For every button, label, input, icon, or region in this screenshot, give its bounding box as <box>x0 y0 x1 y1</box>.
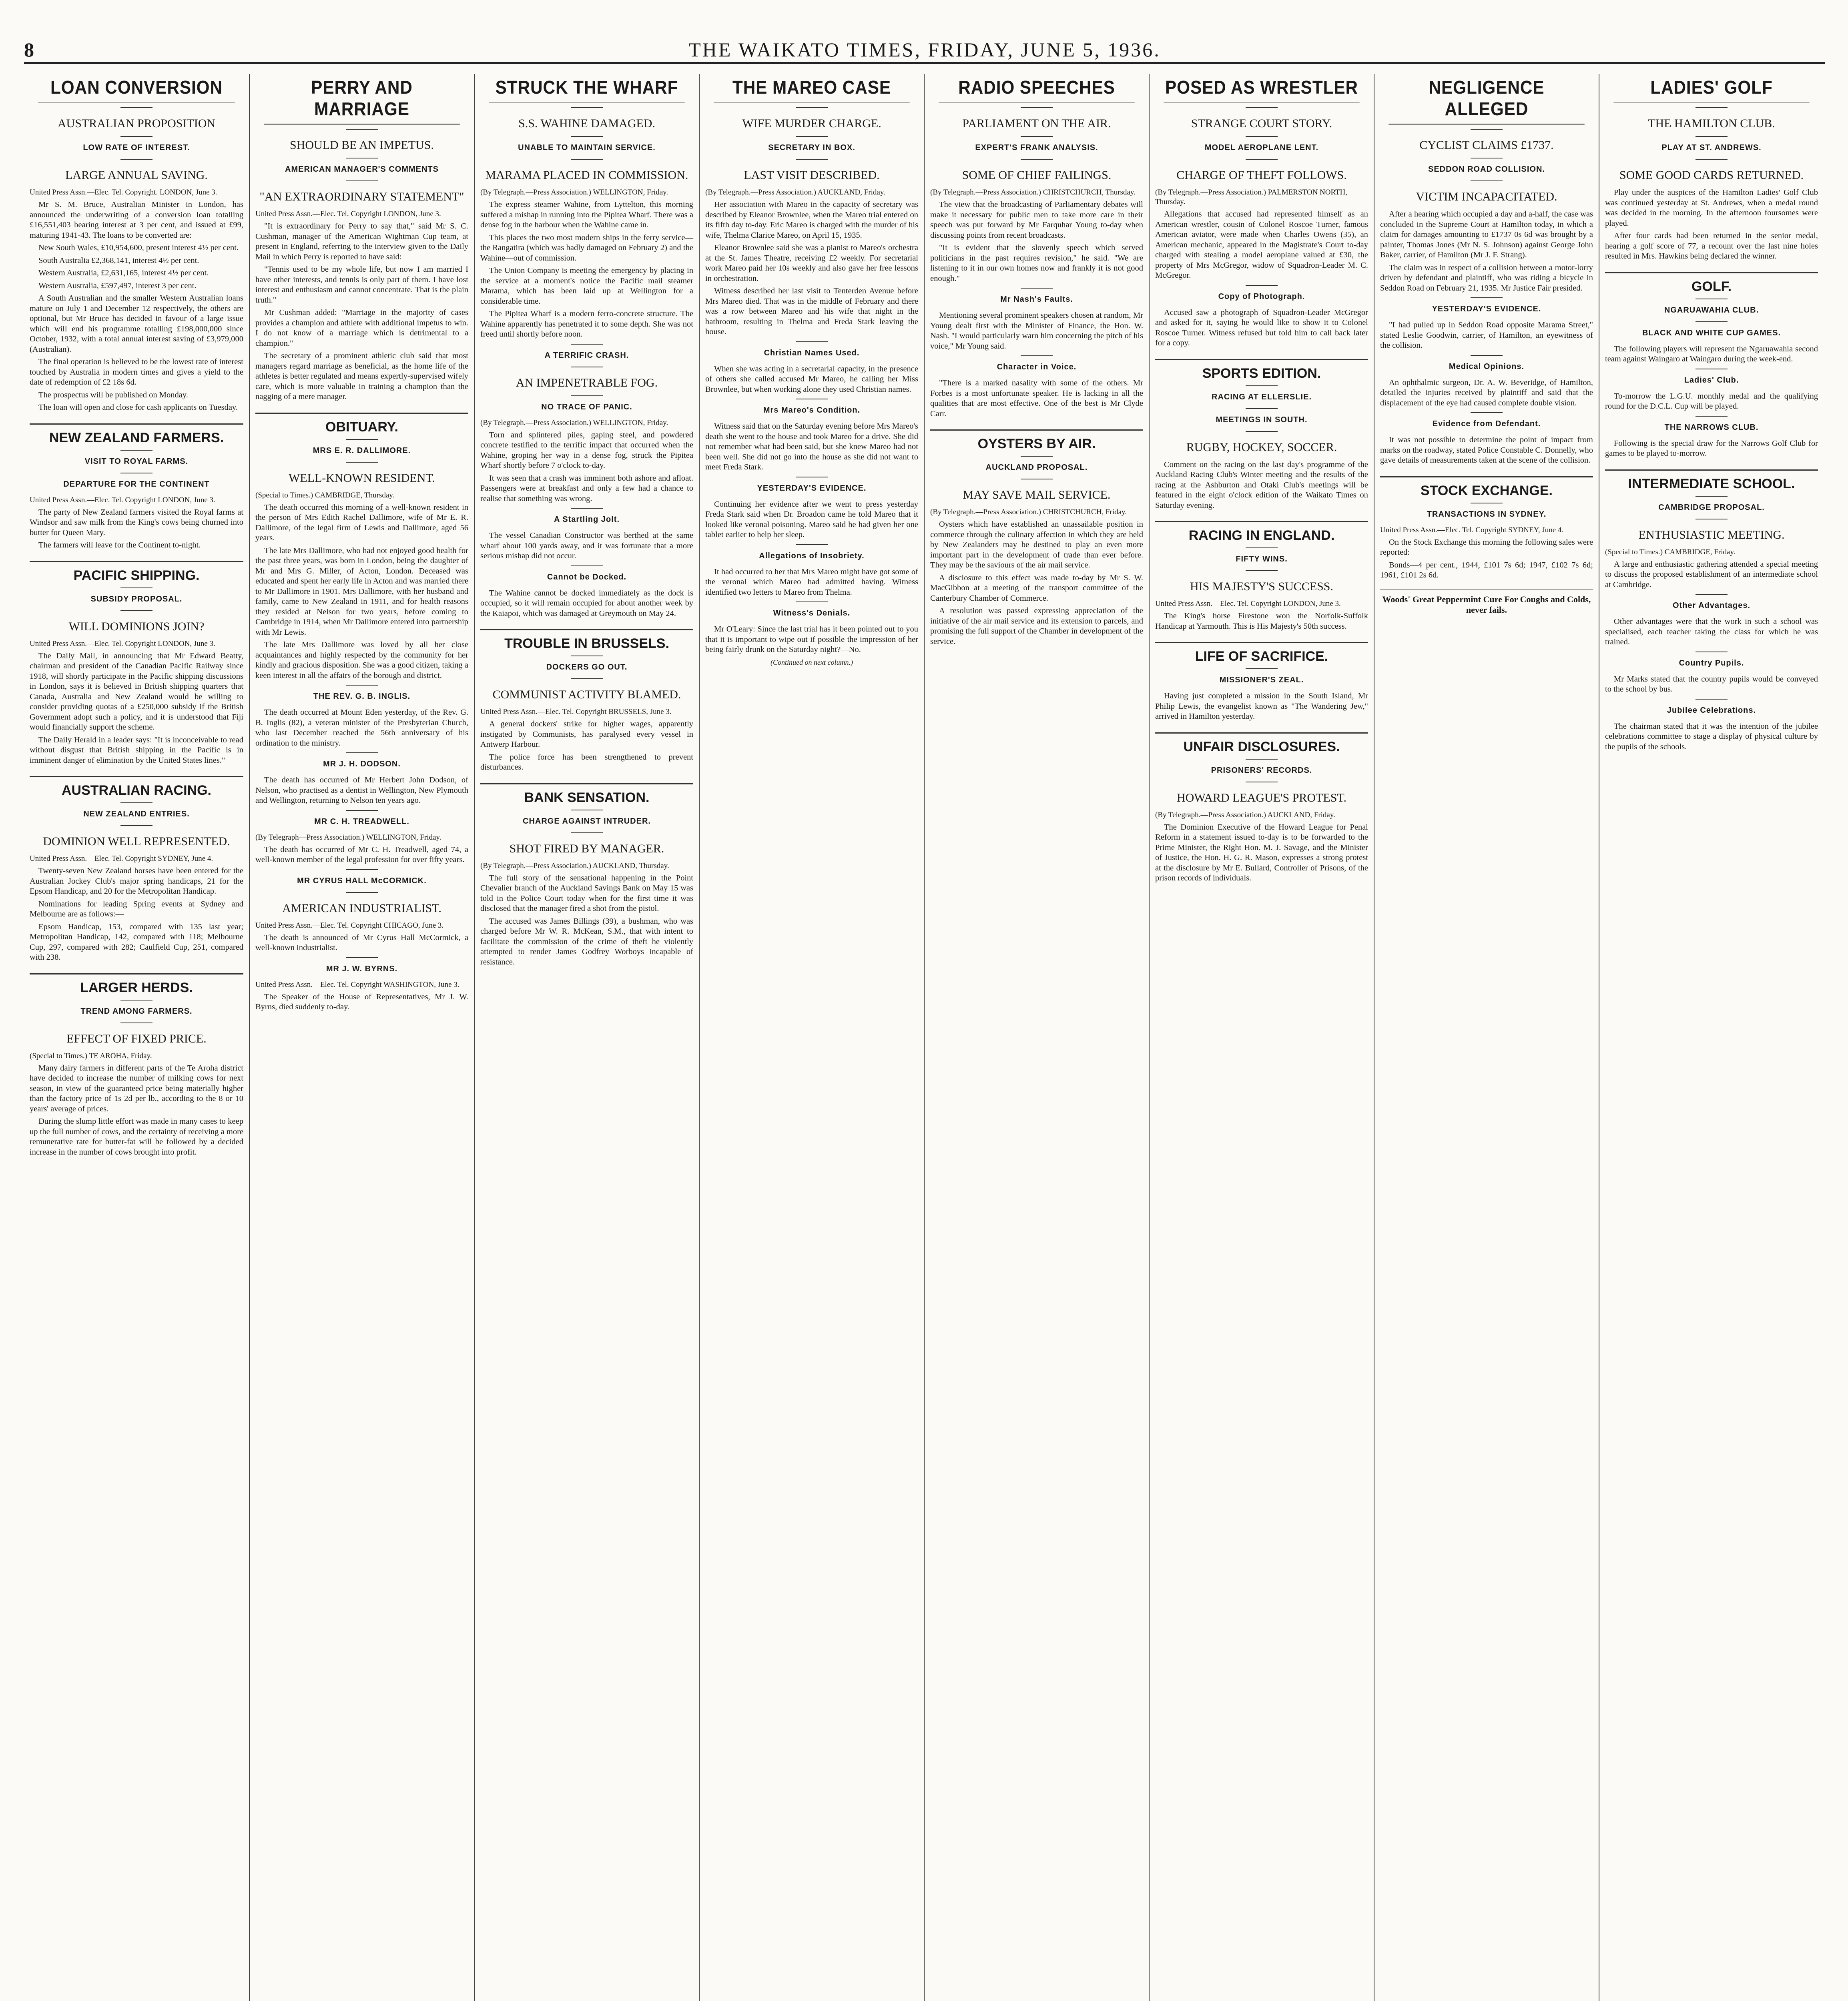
dateline: United Press Assn.—Elec. Tel. Copyright WASHINGTON, June 3. <box>255 980 459 989</box>
dateline: United Press Assn.—Elec. Tel. Copyright LONDON, June 3. <box>30 495 215 504</box>
column-heading: LOAN CONVERSION <box>38 76 235 103</box>
kicker-line: MODEL AEROPLANE LENT. <box>1204 143 1319 152</box>
divider-rule <box>1021 107 1053 108</box>
subheading: AN IMPENETRABLE FOG. <box>516 376 658 389</box>
kicker-line: MR J. H. DODSON. <box>323 760 401 768</box>
divider-rule <box>346 892 378 893</box>
divider-rule <box>346 752 378 753</box>
divider-rule <box>796 341 828 342</box>
divider-rule <box>1246 385 1278 386</box>
kicker-line: NEW ZEALAND ENTRIES. <box>83 810 190 818</box>
section-heading: BANK SENSATION. <box>480 783 693 806</box>
body-paragraph: The Pipitea Wharf is a modern ferro-concrete structure. The Wahine apparently has penetrated it to some depth. She was not freed until shortly before noon. <box>480 309 693 339</box>
divider-rule <box>1696 136 1728 137</box>
body-paragraph: Oysters which have established an unassailable position in commerce through the culinary affection in which they are held by New Zealanders may be destined to play an even more important part in the development of trade than ever before. They may be the saviours of the air mail service. <box>930 520 1143 569</box>
subheading: SHOULD BE AN IMPETUS. <box>289 138 434 152</box>
divider-rule <box>346 810 378 811</box>
kicker-line: Ladies' Club. <box>1684 375 1739 385</box>
subheading: AMERICAN INDUSTRIALIST. <box>282 901 441 915</box>
dateline: (Special to Times.) TE AROHA, Friday. <box>30 1051 152 1060</box>
divider-rule <box>120 450 152 451</box>
subheading: VICTIM INCAPACITATED. <box>1416 190 1557 203</box>
column-heading: RADIO SPEECHES <box>939 76 1134 103</box>
subheading: ENTHUSIASTIC MEETING. <box>1638 528 1785 541</box>
dateline: United Press Assn.—Elec. Tel. Copyright LONDON, June 3. <box>255 210 441 218</box>
subheading: WILL DOMINIONS JOIN? <box>68 620 205 633</box>
dateline: (Special to Times.) CAMBRIDGE, Friday. <box>1605 547 1736 556</box>
body-paragraph: The final operation is believed to be the lowest rate of interest touched by Australia in modern times and gives a yield to the date of redemption of £2 18s 6d. <box>30 357 243 387</box>
body-paragraph: Torn and splintered piles, gaping steel, and powdered concrete testified to the terrific impact that occurred when the Wahine, groping her way in a dense fog, struck the Pipitea Wharf shortly before 7 o'clock to-day. <box>480 430 693 470</box>
body-paragraph: The chairman stated that it was the intention of the jubilee celebrations committee to stage a display of physical culture by the pupils of the schools. <box>1605 722 1818 751</box>
kicker-line: VISIT TO ROYAL FARMS. <box>84 457 189 466</box>
body-paragraph: The Wahine cannot be docked immediately as the dock is occupied, so it will remain occupied for about another week by the Kaiapoi, which was damaged at Greymouth on May 24. <box>480 588 693 618</box>
subheading: CHARGE OF THEFT FOLLOWS. <box>1176 168 1347 182</box>
kicker-line: Mr Nash's Faults. <box>1000 295 1073 304</box>
divider-rule <box>571 832 603 833</box>
dateline: (By Telegraph.—Press Association.) AUCKLAND, Friday. <box>705 188 885 196</box>
body-paragraph: The Daily Herald in a leader says: "It is inconceivable to read without disgust that British shipping in the Pacific is in imminent danger of elimination by the United States lines." <box>30 735 243 765</box>
divider-rule <box>120 825 152 826</box>
kicker-line: Witness's Denials. <box>773 609 851 618</box>
kicker-line: MEETINGS IN SOUTH. <box>1216 415 1308 424</box>
divider-rule <box>796 107 828 108</box>
section-heading: STOCK EXCHANGE. <box>1380 476 1593 499</box>
kicker-line: Christian Names Used. <box>764 348 860 357</box>
subheading: THE HAMILTON CLUB. <box>1648 117 1775 130</box>
divider-rule <box>1246 668 1278 669</box>
advertisement-text: Woods' Great Peppermint Cure For Coughs and Colds, never fails. <box>1380 589 1593 615</box>
divider-rule <box>1246 431 1278 432</box>
body-paragraph: The Dominion Executive of the Howard League for Penal Reform in a statement issued to-day is to be forwarded to the Prime Minister, the Right Hon. M. J. Savage, and the Minister of Justice, the Hon. H. G. R. Mason, expresses a strong protest at the disclosure by Mr E. Bullard, Controller of Prisons, of the prison records of individuals. <box>1155 822 1368 882</box>
body-paragraph: "There is a marked nasality with some of the others. Mr Forbes is a most unfortunate speaker. He is lacking in all the qualities that are most effective. One of the best is Mr Clyde Carr. <box>930 379 1143 418</box>
body-paragraph: Eleanor Brownlee said she was a pianist to Mareo's orchestra at the St. James Theatre, receiving £2 weekly. For secretarial work Mareo paid her 10s weekly and also gave her free lessons in orchestration. <box>705 243 918 283</box>
divider-rule <box>571 508 603 509</box>
column-4 <box>699 74 924 2001</box>
divider-rule <box>1246 107 1278 108</box>
divider-rule <box>346 685 378 686</box>
divider-rule <box>1021 355 1053 356</box>
column-3 <box>474 74 699 2001</box>
body-paragraph: Mr S. M. Bruce, Australian Minister in London, has announced the underwriting of a conversion loan totalling £16,551,403 bearing interest at 3 per cent, and issued at £99, maturing 1941-43. The loans to be converted are:— <box>30 200 243 240</box>
body-paragraph: The claim was in respect of a collision between a motor-lorry driven by defendant and plaintiff, who was riding a bicycle in Seddon Road on February 21, 1935. Mr Justice Fair presided. <box>1380 263 1593 293</box>
body-paragraph: During the slump little effort was made in many cases to keep up the full number of cows, and the certainty of receiving a more remunerative rate for butter-fat will be followed by a decided increase in the number of cows brought into profit. <box>30 1117 243 1157</box>
section-heading: RACING IN ENGLAND. <box>1155 521 1368 543</box>
masthead <box>24 38 1825 64</box>
body-paragraph: The death occurred at Mount Eden yesterday, of the Rev. G. B. Inglis (82), a veteran minister of the Presbyterian Church, who last December reached the 56th anniversary of his ordination to the ministry. <box>255 708 468 748</box>
kicker-line: Evidence from Defendant. <box>1432 419 1541 428</box>
divider-rule <box>1471 180 1503 181</box>
body-paragraph: Mentioning several prominent speakers chosen at random, Mr Young dealt first with the Minister of Finance, the Hon. W. Nash. "I would particularly warn him concerning the pitch of his voice," Mr Young said. <box>930 311 1143 351</box>
body-paragraph: The Daily Mail, in announcing that Mr Edward Beatty, chairman and president of the Canadian Pacific Railway since 1918, will shortly participate in the Pacific shipping discussions in London, says it is believed in British shipping quarters that Canada, Australia and New Zealand would be willing to consider providing quotas of a £250,000 subsidy if the British Government adopt such a policy, and it is understood that Fiji would financially support the scheme. <box>30 651 243 732</box>
section-heading: AUSTRALIAN RACING. <box>30 776 243 798</box>
divider-rule <box>796 159 828 160</box>
body-paragraph: A disclosure to this effect was made to-day by Mr S. W. MacGibbon at a meeting of the transport committee of the Canterbury Chamber of Commerce. <box>930 573 1143 603</box>
kicker-line: THE NARROWS CLUB. <box>1664 423 1759 432</box>
subheading: DOMINION WELL REPRESENTED. <box>43 835 230 848</box>
body-paragraph: Witness described her last visit to Tenterden Avenue before Mrs Mareo died. That was in the middle of February and there was a row between Mareo and his wife that night in the bathroom, resulting in Thelma and Freda Stark leaving the house. <box>705 287 918 336</box>
section-heading: OYSTERS BY AIR. <box>930 429 1143 452</box>
body-paragraph: The full story of the sensational happening in the Point Chevalier branch of the Auckland Savings Bank on May 15 was told in the Police Court today when for the first time it was disclosed that the manager fired a shot from the pistol. <box>480 873 693 913</box>
kicker-line: Mrs Mareo's Condition. <box>763 406 861 415</box>
column-6 <box>1149 74 1374 2001</box>
body-paragraph: Twenty-seven New Zealand horses have been entered for the Australian Jockey Club's major spring handicaps, 21 for the Epsom Handicap, and 20 for the Metropolitan Handicap. <box>30 866 243 896</box>
kicker-line: TREND AMONG FARMERS. <box>80 1007 193 1016</box>
divider-rule <box>1246 570 1278 571</box>
column-2 <box>249 74 474 2001</box>
divider-rule <box>571 159 603 160</box>
subheading: RUGBY, HOCKEY, SOCCER. <box>1186 440 1337 454</box>
body-paragraph: Western Australia, £597,497, interest 3 per cent. <box>38 281 197 290</box>
divider-rule <box>1021 288 1053 289</box>
body-paragraph: On the Stock Exchange this morning the following sales were reported: <box>1380 537 1593 557</box>
dateline: United Press Assn.—Elec. Tel. Copyright LONDON, June 3. <box>1155 599 1341 608</box>
kicker-line: FIFTY WINS. <box>1236 555 1288 563</box>
subheading: HIS MAJESTY'S SUCCESS. <box>1190 580 1333 593</box>
subheading: AUSTRALIAN PROPOSITION <box>57 117 216 130</box>
body-paragraph: South Australia £2,368,141, interest 4½ per cent. <box>38 256 199 265</box>
body-paragraph: The prospectus will be published on Monday. <box>38 390 188 399</box>
kicker-line: BLACK AND WHITE CUP GAMES. <box>1642 328 1781 337</box>
divider-rule <box>571 344 603 345</box>
column-7 <box>1374 74 1599 2001</box>
divider-rule <box>120 587 152 588</box>
body-paragraph: The party of New Zealand farmers visited the Royal farms at Windsor and saw milk from the King's cows being churned into butter for Queen Mary. <box>30 507 243 537</box>
column-8 <box>1599 74 1824 2001</box>
body-paragraph: The late Mrs Dallimore, who had not enjoyed good health for the past three years, was born in London, being the daughter of Mr and Mrs G. Miller, of Acton, London. Deceased was educated and spent her early life in Acton and was married there to Mr Dallimore in 1901. Mrs Dallimore, with her husband and family, came to New Zealand in 1911, and for health reasons they resided at Nelson for two years, before coming to Cambridge in 1914, when Mr Dallimore entered into partnership with Mr Lewis. <box>255 546 468 637</box>
subheading: STRANGE COURT STORY. <box>1191 117 1332 130</box>
body-paragraph: The death is announced of Mr Cyrus Hall McCormick, a well-known industrialist. <box>255 933 468 952</box>
body-paragraph: The loan will open and close for cash applicants on Tuesday. <box>38 403 238 412</box>
kicker-line: SECRETARY IN BOX. <box>768 143 855 152</box>
body-paragraph: Nominations for leading Spring events at Sydney and Melbourne are as follows:— <box>30 899 243 918</box>
divider-rule <box>1696 416 1728 417</box>
divider-rule <box>1471 412 1503 413</box>
kicker-line: EXPERT'S FRANK ANALYSIS. <box>975 143 1098 152</box>
kicker-line: NO TRACE OF PANIC. <box>541 402 632 411</box>
section-heading: UNFAIR DISCLOSURES. <box>1155 732 1368 755</box>
news-columns <box>24 74 1825 2001</box>
divider-rule <box>1471 129 1503 130</box>
section-heading: INTERMEDIATE SCHOOL. <box>1605 469 1818 492</box>
section-heading: PACIFIC SHIPPING. <box>30 561 243 583</box>
divider-rule <box>1246 285 1278 286</box>
divider-rule <box>1246 408 1278 409</box>
body-paragraph: The King's horse Firestone won the Norfolk-Suffolk Handicap at Yarmouth. This is His Majesty's 50th success. <box>1155 612 1368 631</box>
body-paragraph: Play under the auspices of the Hamilton Ladies' Golf Club was continued yesterday at St. Andrews, when a medal round was decided in the morning. In the afternoon foursomes were played. <box>1605 188 1818 228</box>
subheading: PARLIAMENT ON THE AIR. <box>962 117 1111 130</box>
subheading: SOME OF CHIEF FAILINGS. <box>962 168 1112 182</box>
body-paragraph: A South Australian and the smaller Western Australian loans mature on July 1 and December 12 respectively, the others are optional, but Mr Bruce has decided in favour of a large issue which will end his programme totalling £198,000,000 since October, 1932, with a total annual interest saving of £3,979,000 (Australian). <box>30 294 243 354</box>
kicker-line: A Startling Jolt. <box>554 515 620 524</box>
dateline: (By Telegraph—Press Association.) WELLINGTON, Friday. <box>255 833 441 842</box>
body-paragraph: Mr O'Leary: Since the last trial has it been pointed out to you that it is important to wipe out if possible the impression of her being fairly drunk on the Saturday night?—No. <box>705 625 918 654</box>
dateline: (By Telegraph.—Press Association.) WELLINGTON, Friday. <box>480 188 668 196</box>
body-paragraph: To-morrow the L.G.U. monthly medal and the qualifying round for the D.C.L. Cup will be played. <box>1605 391 1818 411</box>
kicker-line: CAMBRIDGE PROPOSAL. <box>1658 503 1765 512</box>
kicker-line: Medical Opinions. <box>1449 362 1525 371</box>
body-paragraph: Accused saw a photograph of Squadron-Leader McGregor and asked for it, saying he would like to show it to Colonel Roscoe Turner. Witness refused but told him to call back later for a copy. <box>1155 308 1368 347</box>
body-paragraph: Other advantages were that the work in such a school was specialised, each teacher taking the class for which he was trained. <box>1605 617 1818 646</box>
kicker-line: MR CYRUS HALL McCORMICK. <box>297 876 427 885</box>
divider-rule <box>120 107 152 108</box>
body-paragraph: Many dairy farmers in different parts of the Te Aroha district have decided to increase the number of milking cows for next season, in view of the guaranteed price being materially higher than the factory price of 1s 2d per lb., according to the 8 or 10 years' average of prices. <box>30 1063 243 1113</box>
dateline: United Press Assn.—Elec. Tel. Copyright CHICAGO, June 3. <box>255 921 444 930</box>
subheading: SOME GOOD CARDS RETURNED. <box>1619 168 1804 182</box>
body-paragraph: Following is the special draw for the Narrows Golf Club for games to be played to-morrow. <box>1605 439 1818 458</box>
kicker-line: Jubilee Celebrations. <box>1667 706 1756 715</box>
dateline: United Press Assn.—Elec. Tel. Copyright. LONDON, June 3. <box>30 188 217 196</box>
kicker-line: AMERICAN MANAGER'S COMMENTS <box>285 165 439 174</box>
body-paragraph: It had occurred to her that Mrs Mareo might have got some of the veronal which Mareo had admitted having. Witness identified two letters to Mareo from Thelma. <box>705 567 918 597</box>
body-paragraph: Western Australia, £2,631,165, interest 4½ per cent. <box>38 269 209 277</box>
section-heading: NEW ZEALAND FARMERS. <box>30 423 243 446</box>
section-heading: TROUBLE IN BRUSSELS. <box>480 629 693 652</box>
kicker-line: A TERRIFIC CRASH. <box>544 351 629 360</box>
divider-rule <box>346 957 378 958</box>
body-paragraph: Allegations that accused had represented himself as an American wrestler, cousin of Colonel Roscoe Turner, famous American aviator, were made when Charles Owens (35), an American mechanic, appeared in the Magistrate's Court to-day charged with stealing a model aeroplane valued at £30, the property of Mrs McGregor, widow of Squadron-Leader M. C. McGregor. <box>1155 210 1368 280</box>
divider-rule <box>1246 136 1278 137</box>
body-paragraph: Epsom Handicap, 153, compared with 135 last year; Metropolitan Handicap, 142, compared with 118; Melbourne Cup, 297, compared with 282; Caulfield Cup, 251, compared with 238. <box>30 922 243 962</box>
dateline: (By Telegraph.—Press Association.) CHRISTCHURCH, Thursday. <box>930 188 1136 196</box>
divider-rule <box>346 180 378 181</box>
body-paragraph: This places the two most modern ships in the ferry service—the Rangatira (which was badly damaged on February 2) and the Wahine—out of commission. <box>480 233 693 263</box>
body-paragraph: Having just completed a mission in the South Island, Mr Philip Lewis, the evangelist known as "The Wandering Jew," arrived in Hamilton yesterday. <box>1155 692 1368 721</box>
body-paragraph: The accused was James Billings (39), a bushman, who was charged before Mr W. R. McKean, S.M., that with intent to facilitate the commission of the crime of theft he violently attempted to render James Godfrey Worboys incapable of resistance. <box>480 916 693 966</box>
kicker-line: LOW RATE OF INTEREST. <box>83 143 190 152</box>
kicker-line: Copy of Photograph. <box>1218 292 1305 301</box>
column-5 <box>924 74 1149 2001</box>
body-paragraph: The death has occurred of Mr C. H. Treadwell, aged 74, a well-known member of the legal profession for over fifty years. <box>255 845 468 864</box>
section-heading: LIFE OF SACRIFICE. <box>1155 642 1368 664</box>
kicker-line: UNABLE TO MAINTAIN SERVICE. <box>518 143 656 152</box>
dateline: (By Telegraph.—Press Association.) CHRISTCHURCH, Friday. <box>930 508 1127 516</box>
body-paragraph: Mr Cushman added: "Marriage in the majority of cases provides a champion and athlete with additional impetus to win. I do not know of a marriage which is detrimental to a champion." <box>255 308 468 348</box>
dateline: United Press Assn.—Elec. Tel. Copyright LONDON, June 3. <box>30 639 215 648</box>
body-paragraph: New South Wales, £10,954,600, present interest 4½ per cent. <box>38 243 239 252</box>
divider-rule <box>571 107 603 108</box>
kicker-line: Country Pupils. <box>1679 658 1744 668</box>
kicker-line: Other Advantages. <box>1672 601 1751 610</box>
kicker-line: DEPARTURE FOR THE CONTINENT <box>63 479 210 489</box>
divider-rule <box>1696 107 1728 108</box>
divider-rule <box>571 565 603 566</box>
kicker-line: Allegations of Insobriety. <box>759 551 865 560</box>
kicker-line: TRANSACTIONS IN SYDNEY. <box>1427 509 1547 519</box>
divider-rule <box>346 129 378 130</box>
kicker-line: AUCKLAND PROPOSAL. <box>985 463 1088 472</box>
column-1 <box>24 74 249 2001</box>
subheading: CYCLIST CLAIMS £1737. <box>1419 138 1554 152</box>
kicker-line: YESTERDAY'S EVIDENCE. <box>757 483 867 493</box>
kicker-line: PRISONERS' RECORDS. <box>1211 766 1312 775</box>
kicker-line: SEDDON ROAD COLLISION. <box>1428 165 1545 174</box>
dateline: (By Telegraph.—Press Association.) WELLINGTON, Friday. <box>480 418 668 427</box>
divider-rule <box>1471 297 1503 298</box>
divider-rule <box>1696 594 1728 595</box>
subheading: HOWARD LEAGUE'S PROTEST. <box>1176 791 1346 804</box>
divider-rule <box>120 159 152 160</box>
body-paragraph: After four cards had been returned in the senior medal, hearing a golf score of 77, a recount over the last nine holes resulted in Mrs. Hawkins being declared the winner. <box>1605 231 1818 261</box>
column-heading: THE MAREO CASE <box>714 76 909 103</box>
divider-rule <box>120 136 152 137</box>
kicker-line: SUBSIDY PROPOSAL. <box>90 594 183 604</box>
body-paragraph: The police force has been strengthened to prevent disturbances. <box>480 752 693 772</box>
body-paragraph: When she was acting in a secretarial capacity, in the presence of others she called accused Mr Mareo, he calling her Miss Brownlee, but when working alone they used Christian names. <box>705 364 918 394</box>
kicker-line: YESTERDAY'S EVIDENCE. <box>1432 305 1541 313</box>
kicker-line: DOCKERS GO OUT. <box>546 663 628 672</box>
divider-rule <box>1021 456 1053 457</box>
divider-rule <box>1246 759 1278 760</box>
dateline: United Press Assn.—Elec. Tel. Copyright SYDNEY, June 4. <box>30 854 213 863</box>
kicker-line: THE REV. G. B. INGLIS. <box>313 692 411 701</box>
column-heading: LADIES' GOLF <box>1613 76 1809 103</box>
body-paragraph: It was seen that a crash was imminent both ashore and afloat. Passengers were at breakfast and only a few had a chance to realise that something was wrong. <box>480 473 693 503</box>
kicker-line: CHARGE AGAINST INTRUDER. <box>523 816 651 826</box>
divider-rule <box>1696 496 1728 497</box>
page-number: 8 <box>24 38 34 61</box>
body-paragraph: The Union Company is meeting the emergency by placing in the service at a moment's notice the Pacific mail steamer Marama, which has been laid up at Wellington for a considerable time. <box>480 266 693 306</box>
column-heading: PERRY AND MARRIAGE <box>264 76 459 125</box>
body-paragraph: Her association with Mareo in the capacity of secretary was described by Eleanor Brownlee, when the Mareo trial entered on its fifth day to-day. Eric Mareo is charged with the murder of his wife, Thelma Clarice Mareo, on April 15, 1935. <box>705 200 918 240</box>
dateline: (By Telegraph.—Press Association.) PALMERSTON NORTH, Thursday. <box>1155 188 1348 206</box>
subheading: COMMUNIST ACTIVITY BLAMED. <box>492 688 681 701</box>
body-paragraph: "I had pulled up in Seddon Road opposite Marama Street," stated Leslie Goodwin, carrier, of Hamilton, an eyewitness of the collision. <box>1380 321 1593 350</box>
subheading: SHOT FIRED BY MANAGER. <box>509 842 664 855</box>
body-paragraph: The express steamer Wahine, from Lyttelton, this morning suffered a mishap in running into the Pipitea Wharf. There was a dense fog in the harbour when the Wahine came in. <box>480 200 693 229</box>
kicker-line: Cannot be Docked. <box>547 572 627 581</box>
section-heading: OBITUARY. <box>255 413 468 435</box>
dateline: (Special to Times.) CAMBRIDGE, Thursday. <box>255 491 395 499</box>
divider-rule <box>120 802 152 803</box>
body-paragraph: A general dockers' strike for higher wages, apparently instigated by Communists, has paralysed every vessel in Antwerp Harbour. <box>480 720 693 749</box>
kicker-line: MRS E. R. DALLIMORE. <box>313 446 411 455</box>
subheading: LARGE ANNUAL SAVING. <box>65 168 208 182</box>
subheading: WIFE MURDER CHARGE. <box>742 117 881 130</box>
body-paragraph: "It is extraordinary for Perry to say that," said Mr S. C. Cushman, manager of the American Wightman Cup team, at present in England, referring to the interview given to the Daily Mail in which Perry is reported to have said: <box>255 222 468 261</box>
divider-rule <box>120 610 152 611</box>
divider-rule <box>1021 136 1053 137</box>
kicker-line: NGARUAWAHIA CLUB. <box>1664 305 1759 315</box>
body-paragraph: A large and enthusiastic gathering attended a special meeting to discuss the proposed establishment of an intermediate school at Cambridge. <box>1605 559 1818 589</box>
divider-rule <box>1696 699 1728 700</box>
divider-rule <box>796 544 828 545</box>
body-paragraph: After a hearing which occupied a day and a-half, the case was concluded in the Supreme Court at Hamilton today, in which a claim for damages amounting to £1737 0s 6d was brought by a painter, Thomas Jones (Mr N. S. Johnson) against George John Baker, carrier, of Hamilton (Mr J. F. Strang). <box>1380 210 1593 259</box>
divider-rule <box>571 395 603 396</box>
subheading: MARAMA PLACED IN COMMISSION. <box>485 168 688 182</box>
body-paragraph: A resolution was passed expressing appreciation of the initiative of the air mail service and its extension to parcels, and promising the full support of the Chamber in development of the service. <box>930 606 1143 646</box>
section-heading: GOLF. <box>1605 272 1818 295</box>
body-paragraph: An ophthalmic surgeon, Dr. A. W. Beveridge, of Hamilton, detailed the injuries received by plaintiff and said that the displacement of the eye had caused complete double vision. <box>1380 378 1593 407</box>
subheading: MAY SAVE MAIL SERVICE. <box>963 488 1111 501</box>
body-paragraph: "Tennis used to be my whole life, but now I am married I have other interests, and tennis is only part of them. I have lost interest and enthusiasm and cannot concentrate. That is the plain truth." <box>255 265 468 305</box>
dateline: (By Telegraph.—Press Association.) AUCKLAND, Friday. <box>1155 810 1335 819</box>
body-paragraph: It was not possible to determine the point of impact from marks on the roadway, stated Police Constable C. Donnelly, who gave details of measurements taken at the scene of the collision. <box>1380 435 1593 465</box>
body-paragraph: "It is evident that the slovenly speech which served politicians in the past requires revision," he said. "We are listening to it in our own homes now and frankly it is not good enough." <box>930 243 1143 283</box>
section-heading: SPORTS EDITION. <box>1155 359 1368 381</box>
body-paragraph: Bonds—4 per cent., 1944, £101 7s 6d; 1947, £102 7s 6d; 1961, £101 2s 6d. <box>1380 560 1593 579</box>
column-heading: NEGLIGENCE ALLEGED <box>1389 76 1584 125</box>
dateline: United Press Assn.—Elec. Tel. Copyright BRUSSELS, June 3. <box>480 708 672 716</box>
divider-rule <box>571 136 603 137</box>
subheading: WELL-KNOWN RESIDENT. <box>288 471 435 485</box>
subheading: "AN EXTRAORDINARY STATEMENT" <box>259 190 464 203</box>
subheading: LAST VISIT DESCRIBED. <box>744 168 880 182</box>
divider-rule <box>346 462 378 463</box>
divider-rule <box>1246 547 1278 548</box>
column-heading: STRUCK THE WHARF <box>489 76 684 103</box>
body-paragraph: Comment on the racing on the last day's programme of the Auckland Racing Club's Winter meeting and the results of the racing at the Ashburton and Otaki Club's meetings will be featured in the eight o'clock edition of the Waikato Times on Saturday evening. <box>1155 460 1368 510</box>
divider-rule <box>1021 159 1053 160</box>
kicker-line: MISSIONER'S ZEAL. <box>1219 676 1304 684</box>
body-paragraph: The Speaker of the House of Representatives, Mr J. W. Byrns, died suddenly to-day. <box>255 992 468 1011</box>
body-paragraph: The vessel Canadian Constructor was berthed at the same wharf about 100 yards away, and it was fortunate that a more serious mishap did not occur. <box>480 531 693 560</box>
kicker-line: RACING AT ELLERSLIE. <box>1212 392 1312 401</box>
divider-rule <box>1246 159 1278 160</box>
kicker-line: Character in Voice. <box>997 363 1077 371</box>
body-paragraph: The view that the broadcasting of Parliamentary debates will make it necessary for public men to take more care in their speech was put forward by Mr Farquhar Young to-day when discussing points from recent broadcasts. <box>930 200 1143 240</box>
divider-rule <box>1471 355 1503 356</box>
body-paragraph: The farmers will leave for the Continent to-night. <box>38 541 201 549</box>
divider-rule <box>346 439 378 440</box>
section-heading: LARGER HERDS. <box>30 973 243 996</box>
divider-rule <box>1696 159 1728 160</box>
body-paragraph: The death has occurred of Mr Herbert John Dodson, of Nelson, who practised as a dentist in Wellington, New Plymouth and Wellington, returning to Nelson ten years ago. <box>255 776 468 805</box>
divider-rule <box>796 136 828 137</box>
divider-rule <box>346 869 378 870</box>
body-paragraph: The death occurred this morning of a well-known resident in the person of Mrs Edith Rachel Dallimore, wife of Mr E. R. Dallimore, of the legal firm of Lewis and Dallimore, aged 56 years. <box>255 503 468 542</box>
column-heading: POSED AS WRESTLER <box>1164 76 1359 103</box>
body-paragraph: The secretary of a prominent athletic club said that most managers regard marriage as beneficial, as the home life of the athletes is better regulated and means expertly-supervised wifely care, which is more valuable in training a champion than the nagging of a mere manager. <box>255 351 468 401</box>
subheading: S.S. WAHINE DAMAGED. <box>518 117 655 130</box>
continued-note: (Continued on next column.) <box>771 658 853 666</box>
kicker-line: PLAY AT ST. ANDREWS. <box>1661 143 1762 152</box>
body-paragraph: The late Mrs Dallimore was loved by all her close acquaintances and highly respected by the community for her kindly and gracious disposition. She was a good citizen, taking a keen interest in all the affairs of the borough and district. <box>255 640 468 680</box>
body-paragraph: Continuing her evidence after we went to press yesterday Freda Stark said when Dr. Broadon came he told Mareo that it looked like veronal poisoning. Mareo said he had given her one tablet earlier to help her sleep. <box>705 499 918 539</box>
subheading: EFFECT OF FIXED PRICE. <box>66 1032 207 1045</box>
dateline: (By Telegraph.—Press Association.) AUCKLAND, Thursday. <box>480 861 669 870</box>
body-paragraph: Mr Marks stated that the country pupils would be conveyed to the school by bus. <box>1605 674 1818 694</box>
divider-rule <box>1696 321 1728 322</box>
body-paragraph: The following players will represent the Ngaruawahia second team against Waingaro at Waingaro during the week-end. <box>1605 344 1818 363</box>
newspaper-title: THE WAIKATO TIMES, FRIDAY, JUNE 5, 1936. <box>688 38 1161 61</box>
kicker-line: MR C. H. TREADWELL. <box>314 817 409 826</box>
kicker-line: MR J. W. BYRNS. <box>326 964 398 973</box>
dateline: United Press Assn.—Elec. Tel. Copyright SYDNEY, June 4. <box>1380 525 1564 534</box>
body-paragraph: Witness said that on the Saturday evening before Mrs Mareo's death she went to the house and took Mareo for a drive. She did not remember what had been said, but she knew Mareo had not been well. She did not go into the house as she did not want to meet Freda Stark. <box>705 422 918 471</box>
divider-rule <box>571 678 603 679</box>
